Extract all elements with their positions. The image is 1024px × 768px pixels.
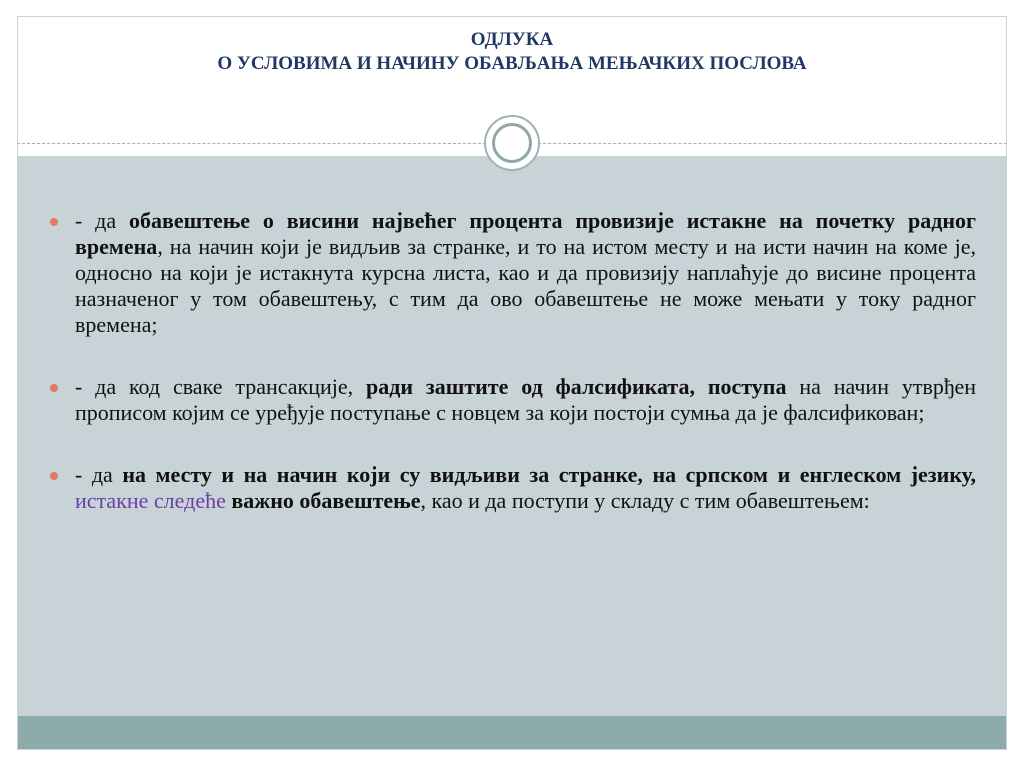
bullet-3-highlight: истакне следеће (75, 488, 226, 513)
bullet-list (46, 208, 976, 514)
ring-inner-icon (492, 123, 532, 163)
title-line-2: О УСЛОВИМА И НАЧИНУ ОБАВЉАЊА МЕЊАЧКИХ ПОСЛОВА (217, 53, 807, 74)
bullet-2-text-a: - да код сваке трансакције, (75, 374, 367, 399)
bullet-3-text-b: , као и да поступи у складу с тим обавештењем: (420, 488, 870, 513)
title-line-1: ОДЛУКА (470, 29, 554, 50)
footer-band (18, 716, 1006, 749)
bullet-item-1 (46, 208, 976, 338)
bullet-item-3 (46, 462, 976, 514)
bullet-3-bold-b: важно обавештење (231, 488, 421, 513)
bullet-3-text-a: - да (75, 462, 123, 487)
bullet-1-bold: обавештење о висини највећег процента провизије истакне на почетку радног времена (75, 208, 976, 259)
bullet-1-text-a: - да (75, 208, 129, 233)
bullet-3-bold-a: на месту и на начин који су видљиви за странке, на српском и енглеском језику, (122, 462, 976, 487)
bullet-1-text-b: , на начин који је видљив за странке, и то на истом месту и на исти начин на коме је, односно на који је истакнута курсна листа, као и да провизију наплаћује до висине процента назначеног у том обавештењу, с тим да ово обавештење не може мењати у току радног времена; (75, 234, 976, 337)
ring-ornament-icon (484, 115, 540, 171)
bullet-2-text-b: на начин утврђен прописом којим се уређује поступање с новцем за који постоји сумња да је фалсификован; (75, 374, 976, 425)
bullet-dot-icon (50, 472, 58, 480)
bullet-dot-icon (50, 218, 58, 226)
bullet-item-2 (46, 374, 976, 426)
bullet-2-bold: ради заштите од фалсификата, поступа (366, 374, 787, 399)
bullet-dot-icon (50, 384, 58, 392)
